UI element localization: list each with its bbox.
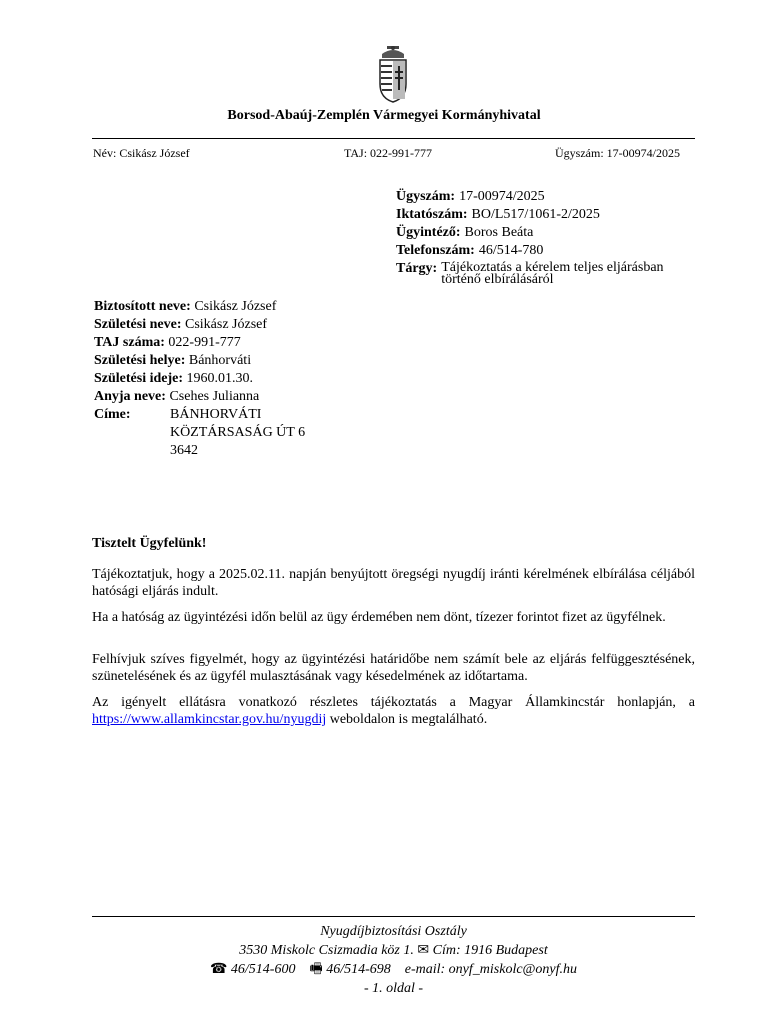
meta-administrator: Ügyintéző: Boros Beáta [396, 225, 534, 240]
meta-filing-number: Iktatószám: BO/L517/1061-2/2025 [396, 207, 600, 222]
page-number: - 1. oldal - [363, 981, 424, 996]
header-taj: TAJ: 022-991-777 [344, 146, 433, 160]
footer-address-line: 3530 Miskolc Csizmadia köz 1. ✉ Cím: 1916 Budapest [239, 943, 548, 958]
person-mother-name: Anyja neve: Csehes Julianna [94, 389, 260, 404]
person-address: Címe: BÁNHORVÁTI KÖZTÁRSASÁG ÚT 6 3642 [94, 407, 306, 458]
person-birth-date: Születési ideje: 1960.01.30. [94, 371, 254, 386]
header-name: Név: Csikász József [93, 146, 190, 160]
paragraph-compensation: Ha a hatóság az ügyintézési időn belül az ügy érdemében nem dönt, tízezer forintot fizet az ügyfélnek. [92, 610, 666, 625]
case-metadata [396, 188, 696, 286]
organization-name: Borsod-Abaúj-Zemplén Vármegyei Kormányhivatal [227, 108, 541, 123]
footer-divider [92, 916, 695, 917]
meta-subject: Tárgy: Tájékoztatás a kérelem teljes eljárásban történő elbírálásáról [396, 260, 664, 287]
fax-icon: 🖷 [309, 962, 323, 977]
telephone-icon: ☎ [209, 962, 228, 977]
footer [92, 922, 695, 998]
meta-phone: Telefonszám: 46/514-780 [396, 243, 544, 258]
paragraph-deadline-notice: Felhívjuk szíves figyelmét, hogy az ügyintézési határidőbe nem számít bele az eljárás felfüggesztésének, szünetelésének és az ügyfél mulasztásának vagy késedelmének az időtartama. [92, 652, 695, 684]
treasury-pension-link[interactable]: https://www.allamkincstar.gov.hu/nyugdij [92, 712, 327, 727]
footer-department: Nyugdíjbiztosítási Osztály [320, 924, 467, 939]
greeting: Tisztelt Ügyfelünk! [92, 536, 207, 551]
meta-case-number: Ügyszám: 17-00974/2025 [396, 189, 545, 204]
coat-of-arms-icon [376, 44, 410, 104]
footer-contact-line: ☎ 46/514-600 🖷 46/514-698 e-mail: onyf_miskolc@onyf.hu [209, 962, 578, 977]
footer-email: e-mail: onyf_miskolc@onyf.hu [404, 962, 578, 977]
insured-person-details [94, 298, 414, 460]
paragraph-procedure-started: Tájékoztatjuk, hogy a 2025.02.11. napján benyújtott öregségi nyugdíj iránti kérelmének elbírálása céljából hatósági eljárás indult. [92, 567, 695, 599]
envelope-icon: ✉ [417, 943, 430, 958]
person-birth-place: Születési helye: Bánhorváti [94, 353, 252, 368]
person-taj: TAJ száma: 022-991-777 [94, 335, 241, 350]
person-birth-name: Születési neve: Csikász József [94, 317, 268, 332]
person-name: Biztosított neve: Csikász József [94, 299, 277, 314]
header-case-number: Ügyszám: 17-00974/2025 [555, 146, 680, 160]
paragraph-more-info: Az igényelt ellátásra vonatkozó részletes tájékoztatás a Magyar Államkincstár honlapján, a https://www.allamkincstar.gov.hu/nyugdij weboldalon is megtalálható. [92, 695, 695, 727]
header-divider [92, 138, 695, 139]
